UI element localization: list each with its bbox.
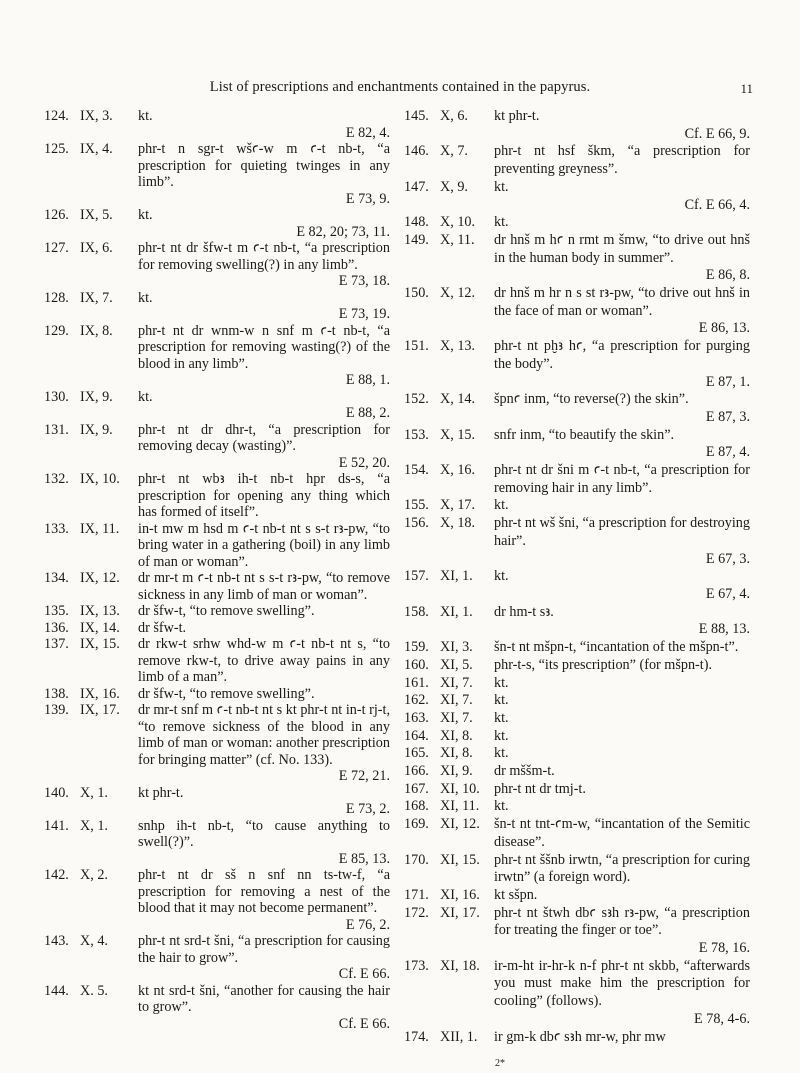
entry-text: in-t mw m hsd m ꜥ-t nb-t nt s s-t rꜣ-pw, “to bring water in a gathering (boil) in any limb of man or woman”.	[138, 520, 390, 570]
list-entry	[404, 462, 750, 497]
list-entry	[44, 471, 390, 521]
entry-location: IX, 16.	[80, 685, 120, 702]
entry-text: phr-t n sgr-t wšꜥ-w m ꜥ-t nb-t, “a prescription for quieting twinges in any limb”.	[138, 141, 390, 190]
entry-location: IX, 13.	[80, 603, 120, 619]
entry-location: XI, 7.	[440, 692, 473, 709]
entry-number: 129.	[44, 322, 69, 339]
entry-reference: E 87, 4.	[705, 444, 750, 461]
entry-text: dr hnš m hr n s st rꜣ-pw, “to drive out hnš in the face of man or woman”.	[494, 285, 750, 319]
entry-number: 159.	[404, 639, 429, 656]
list-entry	[404, 675, 750, 693]
entry-number: 125.	[44, 141, 69, 157]
entry-reference: E 76, 2.	[345, 916, 390, 933]
right-column	[404, 108, 750, 1046]
entry-text: kt phr-t.	[494, 108, 540, 124]
list-entry	[404, 958, 750, 1029]
list-entry	[44, 141, 390, 207]
entry-text: phr-t nt dr šni m ꜥ-t nb-t, “a prescription for removing hair in any limb”.	[494, 462, 750, 496]
entry-reference: E 86, 13.	[698, 320, 750, 337]
list-entry	[404, 143, 750, 178]
entry-text: šn-t nt mšpn-t, “incantation of the mšpn-t”.	[494, 639, 739, 656]
entry-text: šn-t nt tnt-ꜥm-w, “incantation of the Semitic disease”.	[494, 816, 750, 850]
entry-text: dr hnš m hꜥ n rmt m šmw, “to drive out hnš in the human body in summer”.	[494, 231, 750, 266]
entry-text: ir gm-k dbꜥ sꜣh mr-w, phr mw	[494, 1028, 666, 1045]
entry-location: IX, 6.	[80, 240, 113, 256]
list-entry	[44, 323, 390, 389]
entry-text: kt.	[494, 709, 509, 726]
entry-reference: E 82, 20; 73, 11.	[296, 223, 390, 240]
list-entry	[44, 818, 390, 868]
entry-location: X, 15.	[440, 426, 476, 443]
entry-location: X, 7.	[440, 143, 468, 160]
entry-location: IX, 3.	[80, 108, 113, 124]
list-entry	[404, 905, 750, 958]
entry-location: IX, 9.	[80, 388, 113, 405]
entry-number: 124.	[44, 108, 69, 124]
page-signature: 2*	[495, 1058, 505, 1069]
entry-number: 158.	[404, 603, 429, 620]
entry-location: X, 1.	[80, 817, 108, 834]
entry-number: 150.	[404, 285, 429, 302]
entry-number: 174.	[404, 1028, 429, 1045]
entry-text: dr mššm-t.	[494, 763, 555, 780]
entry-number: 137.	[44, 636, 69, 652]
list-entry	[44, 207, 390, 240]
entry-number: 145.	[404, 108, 429, 124]
entry-location: X, 13.	[440, 338, 476, 355]
entry-location: XI, 17.	[440, 904, 480, 921]
list-entry	[44, 686, 390, 703]
list-entry	[44, 636, 390, 686]
entry-location: IX, 4.	[80, 141, 113, 157]
entry-location: XI, 15.	[440, 851, 480, 868]
entry-text: špnꜥ inm, “to reverse(?) the skin”.	[494, 391, 689, 408]
entry-location: IX, 11.	[80, 520, 120, 537]
entry-text: kt sšpn.	[494, 886, 538, 903]
entry-location: XI, 1.	[440, 568, 473, 585]
list-entry	[404, 710, 750, 728]
entry-text: phr-t-s, “its prescription” (for mšpn-t).	[494, 656, 712, 673]
entry-text: phr-t nt dr dhr-t, “a prescription for removing decay (wasting)”.	[138, 421, 390, 454]
entry-text: kt.	[494, 798, 509, 815]
entry-number: 162.	[404, 692, 429, 709]
entry-location: XI, 9.	[440, 763, 473, 780]
entry-location: XI, 8.	[440, 745, 473, 762]
entry-location: X. 5.	[80, 982, 108, 999]
left-column	[44, 108, 390, 1032]
entry-location: IX, 10.	[80, 471, 120, 487]
page-number: 11	[740, 81, 753, 96]
entry-number: 131.	[44, 421, 69, 438]
entry-number: 156.	[404, 515, 429, 532]
list-entry	[404, 781, 750, 799]
entry-reference: E 72, 21.	[338, 768, 390, 784]
entry-number: 166.	[404, 763, 429, 780]
entry-reference: E 73, 2.	[345, 801, 390, 817]
entry-reference: E 78, 16.	[698, 940, 750, 957]
entry-text: phr-t nt hsf škm, “a prescription for preventing greyness”.	[494, 143, 750, 178]
list-entry	[404, 692, 750, 710]
entry-number: 169.	[404, 816, 429, 833]
entry-number: 171.	[404, 886, 429, 903]
list-entry	[404, 427, 750, 462]
entry-text: kt.	[494, 214, 509, 231]
entry-location: IX, 15.	[80, 636, 120, 652]
entry-number: 153.	[404, 426, 429, 443]
entry-reference: E 67, 3.	[705, 550, 750, 567]
entry-text: dr mr-t snf m ꜥ-t nb-t nt s kt phr-t nt in-t rj-t, “to remove sickness of the blood in any limb of man or woman: another prescription for bringing matter” (cf. No. 133).	[138, 702, 390, 768]
entry-number: 163.	[404, 709, 429, 726]
entry-text: phr-t nt dr šfw-t m ꜥ-t nb-t, “a prescription for removing swelling(?) in any limb”.	[138, 240, 390, 273]
entry-reference: E 78, 4-6.	[694, 1010, 750, 1027]
entry-location: XI, 16.	[440, 886, 480, 903]
entry-text: phr-t nt dr sš n snf nn ts-tw-f, “a prescription for removing a nest of the blood that it may not become permanent”.	[138, 867, 390, 916]
entry-number: 147.	[404, 178, 429, 195]
entry-location: XII, 1.	[440, 1028, 478, 1045]
entry-location: X, 14.	[440, 391, 476, 408]
entry-text: kt phr-t.	[138, 784, 184, 801]
entry-number: 146.	[404, 143, 429, 160]
entry-number: 155.	[404, 497, 429, 514]
entry-location: X, 12.	[440, 285, 476, 302]
entry-text: dr mr-t m ꜥ-t nb-t nt s s-t rꜣ-pw, “to remove sickness in any limb of man or woman”.	[138, 570, 390, 603]
entry-number: 143.	[44, 933, 69, 949]
entry-text: kt.	[138, 108, 153, 124]
entry-text: dr šfw-t, “to remove swelling”.	[138, 685, 315, 702]
list-entry	[404, 1029, 750, 1047]
entry-number: 151.	[404, 338, 429, 355]
entry-number: 160.	[404, 656, 429, 673]
list-entry	[404, 568, 750, 603]
entry-number: 130.	[44, 388, 69, 405]
entry-location: XI, 11.	[440, 798, 480, 815]
entry-reference: E 87, 3.	[705, 408, 750, 425]
entry-number: 164.	[404, 727, 429, 744]
entry-number: 173.	[404, 957, 429, 974]
entry-text: kt.	[494, 745, 509, 762]
entry-reference: E 67, 4.	[705, 585, 750, 602]
entry-number: 154.	[404, 462, 429, 479]
entry-text: dr rkw-t srhw whd-w m ꜥ-t nb-t nt s, “to remove rkw-t, to drive away pains in any limb of a man”.	[138, 636, 390, 685]
entry-number: 172.	[404, 904, 429, 921]
list-entry	[44, 603, 390, 620]
entry-reference: E 82, 4.	[345, 124, 390, 141]
list-entry	[404, 338, 750, 391]
entry-text: phr-t nt ššnb irwtn, “a prescription for curing irwtn” (a foreign word).	[494, 851, 750, 886]
list-entry	[404, 763, 750, 781]
list-entry	[44, 389, 390, 422]
entry-location: X, 2.	[80, 867, 108, 883]
list-entry	[404, 391, 750, 426]
entry-text: kt.	[494, 497, 509, 514]
entry-reference: E 85, 13.	[338, 850, 390, 867]
entry-text: phr-t nt dr wnm-w n snf m ꜥ-t nb-t, “a prescription for removing wasting(?) of the blood in any limb”.	[138, 322, 390, 372]
entry-reference: E 73, 9.	[345, 190, 390, 207]
entry-reference: E 88, 2.	[345, 405, 390, 421]
entry-reference: Cf. E 66.	[338, 1015, 390, 1032]
list-entry	[404, 179, 750, 214]
entry-location: X, 4.	[80, 933, 108, 949]
list-entry	[404, 515, 750, 568]
list-entry	[44, 620, 390, 637]
list-entry	[404, 285, 750, 338]
entry-location: X, 10.	[440, 214, 476, 231]
entry-number: 167.	[404, 780, 429, 797]
entry-number: 157.	[404, 568, 429, 585]
list-entry	[44, 108, 390, 141]
entry-number: 136.	[44, 619, 69, 636]
list-entry	[404, 728, 750, 746]
entry-location: X, 11.	[440, 231, 475, 248]
list-entry	[404, 887, 750, 905]
entry-text: dr šfw-t, “to remove swelling”.	[138, 603, 315, 619]
entry-reference: E 88, 13.	[698, 621, 750, 638]
entry-number: 139.	[44, 702, 69, 718]
entry-location: X, 16.	[440, 462, 476, 479]
entry-number: 138.	[44, 685, 69, 702]
entry-reference: E 86, 8.	[705, 267, 750, 284]
entry-text: kt.	[494, 178, 509, 195]
entry-number: 132.	[44, 471, 69, 487]
list-entry	[404, 852, 750, 887]
entry-location: IX, 12.	[80, 570, 120, 586]
entry-location: X, 9.	[440, 178, 468, 195]
entry-location: XI, 1.	[440, 603, 473, 620]
entry-location: XI, 7.	[440, 674, 473, 691]
list-entry	[404, 798, 750, 816]
entry-text: kt.	[138, 289, 153, 306]
entry-text: dr hm-t sꜣ.	[494, 603, 554, 620]
list-entry	[44, 240, 390, 290]
entry-location: XI, 7.	[440, 709, 473, 726]
list-entry	[404, 745, 750, 763]
list-entry	[404, 232, 750, 285]
entry-number: 148.	[404, 214, 429, 231]
entry-reference: E 87, 1.	[705, 373, 750, 390]
entry-reference: E 73, 18.	[338, 273, 390, 289]
entry-location: IX, 14.	[80, 619, 120, 636]
entry-text: phr-t nt dr tmj-t.	[494, 780, 586, 797]
entry-text: snhp ih-t nb-t, “to cause anything to swell(?)”.	[138, 817, 390, 850]
entry-text: phr-t nt wš šni, “a prescription for destroying hair”.	[494, 515, 750, 549]
entry-number: 128.	[44, 289, 69, 306]
list-entry	[44, 570, 390, 603]
entry-number: 140.	[44, 784, 69, 801]
entry-number: 127.	[44, 240, 69, 256]
entry-reference: E 52, 20.	[338, 454, 390, 471]
entry-location: XI, 18.	[440, 957, 480, 974]
list-entry	[44, 290, 390, 323]
entry-location: XI, 12.	[440, 816, 480, 833]
list-entry	[44, 867, 390, 933]
entry-number: 152.	[404, 391, 429, 408]
entry-text: dr šfw-t.	[138, 619, 187, 636]
list-entry	[44, 785, 390, 818]
entry-location: IX, 8.	[80, 322, 113, 339]
entry-text: phr-t nt štwh dbꜥ sꜣh rꜣ-pw, “a prescription for treating the finger or toe”.	[494, 904, 750, 939]
list-entry	[44, 933, 390, 983]
list-entry	[404, 214, 750, 232]
entry-text: phr-t nt srd-t šni, “a prescription for causing the hair to grow”.	[138, 933, 390, 966]
entry-text: ir-m-ht ir-hr-k n-f phr-t nt skbb, “afterwards you must make him the prescription for cooling” (follows).	[494, 957, 750, 1010]
entry-location: X, 17.	[440, 497, 476, 514]
entry-text: snfr inm, “to beautify the skin”.	[494, 426, 675, 443]
entry-location: IX, 17.	[80, 702, 120, 718]
entry-number: 135.	[44, 603, 69, 619]
entry-number: 144.	[44, 982, 69, 999]
list-entry	[404, 816, 750, 851]
entry-text: kt nt srd-t šni, “another for causing the hair to grow”.	[138, 982, 390, 1015]
list-entry	[404, 108, 750, 143]
entry-location: XI, 3.	[440, 639, 473, 656]
entry-number: 142.	[44, 867, 69, 883]
entry-reference: E 88, 1.	[345, 372, 390, 388]
entry-text: kt.	[494, 727, 509, 744]
entry-location: IX, 5.	[80, 207, 113, 223]
entry-number: 133.	[44, 520, 69, 537]
list-entry	[404, 497, 750, 515]
entry-number: 170.	[404, 851, 429, 868]
entry-location: X, 18.	[440, 515, 476, 532]
list-entry	[44, 983, 390, 1033]
entry-reference: Cf. E 66, 9.	[684, 125, 750, 142]
entry-location: XI, 8.	[440, 727, 473, 744]
entry-location: XI, 10.	[440, 780, 480, 797]
list-entry	[44, 521, 390, 571]
entry-location: IX, 9.	[80, 421, 113, 438]
entry-number: 168.	[404, 798, 429, 815]
entry-text: phr-t nt pḫꜣ hꜥ, “a prescription for purging the body”.	[494, 338, 750, 372]
entry-location: X, 6.	[440, 108, 468, 124]
list-entry	[404, 639, 750, 657]
entry-number: 141.	[44, 817, 69, 834]
entry-reference: Cf. E 66, 4.	[684, 196, 750, 213]
entry-text: phr-t nt wbꜣ ih-t nb-t hpr ds-s, “a prescription for opening any thing which has formed of itself”.	[138, 471, 390, 520]
entry-number: 165.	[404, 745, 429, 762]
entry-number: 126.	[44, 207, 69, 223]
entry-text: kt.	[494, 674, 509, 691]
entry-text: kt.	[494, 692, 509, 709]
entry-reference: E 73, 19.	[338, 306, 390, 322]
entry-location: X, 1.	[80, 784, 108, 801]
entry-location: IX, 7.	[80, 289, 113, 306]
entry-reference: Cf. E 66.	[338, 966, 390, 982]
entry-text: kt.	[494, 568, 509, 585]
entry-number: 149.	[404, 231, 429, 248]
list-entry	[404, 604, 750, 639]
list-entry	[404, 657, 750, 675]
entry-text: kt.	[138, 207, 153, 223]
list-entry	[44, 702, 390, 785]
running-head: List of prescriptions and enchantments contained in the papyrus.	[209, 79, 591, 95]
entry-number: 161.	[404, 674, 429, 691]
entry-text: kt.	[138, 388, 153, 405]
list-entry	[44, 422, 390, 472]
entry-location: XI, 5.	[440, 656, 473, 673]
entry-number: 134.	[44, 570, 69, 586]
